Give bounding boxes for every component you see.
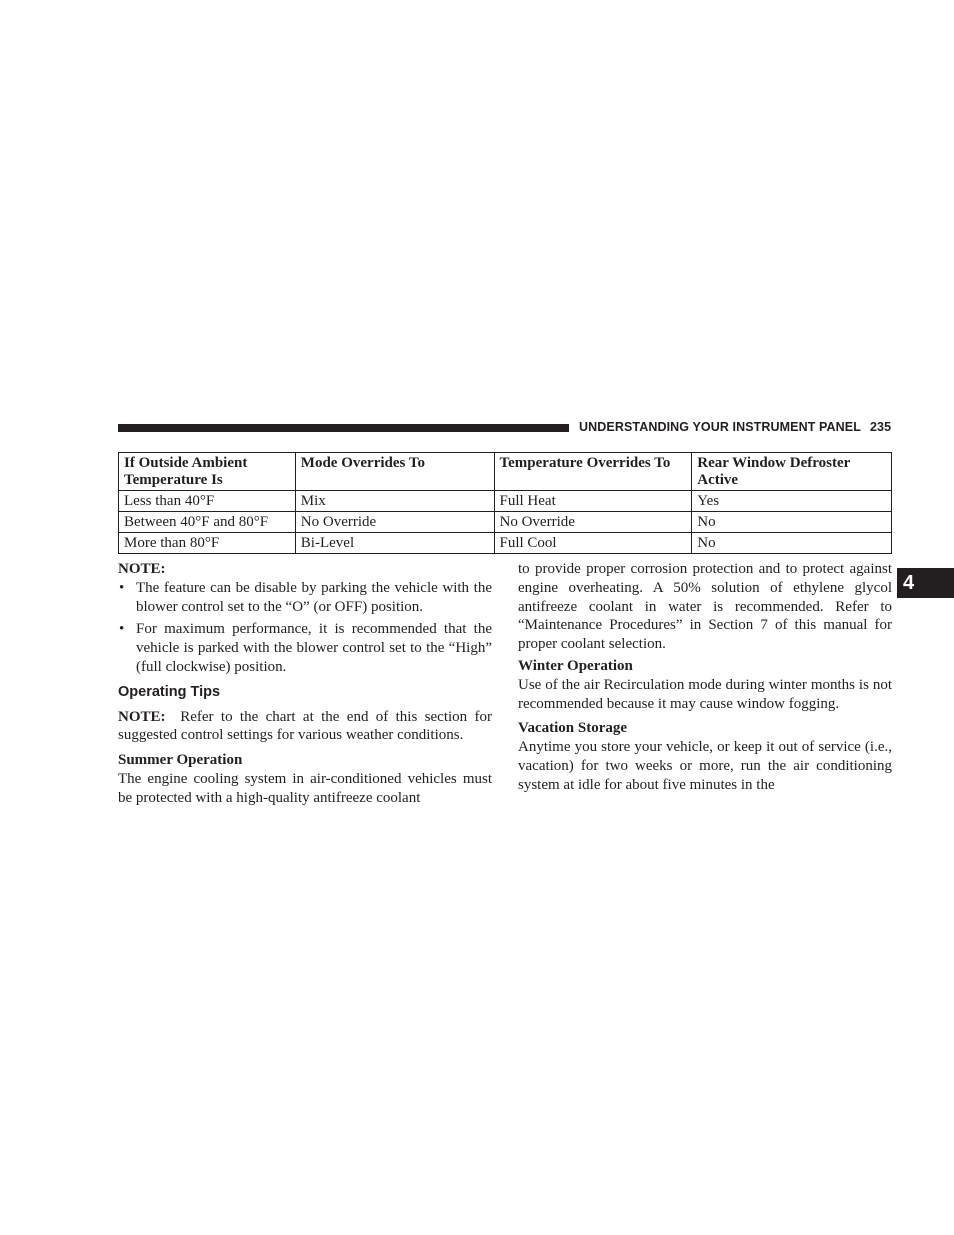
note-bullet-list bbox=[118, 579, 492, 677]
list-item bbox=[118, 620, 492, 676]
bullet-text: For maximum performance, it is recommended that the vehicle is parked with the blower control set to the “High” (full clockwise) position. bbox=[136, 621, 492, 675]
table-cell: No Override bbox=[494, 512, 692, 533]
note-label: NOTE: bbox=[118, 561, 166, 577]
right-column bbox=[518, 560, 892, 795]
list-item bbox=[118, 579, 492, 617]
bullet-icon: • bbox=[119, 579, 125, 596]
summer-operation-heading: Summer Operation bbox=[118, 752, 243, 769]
column-header: Mode Overrides To bbox=[295, 453, 494, 491]
winter-operation-text: Use of the air Recirculation mode during winter months is not recommended because it may cause window fogging. bbox=[518, 676, 892, 712]
column-header: Rear Window Defroster Active bbox=[692, 453, 892, 491]
summer-operation-continued: to provide proper corrosion protection and to protect against engine overheating. A 50% solution of ethylene glycol antifreeze coolant in water is recommended. Refer to “Maintenance Procedures” in Section 7 of this manual for proper coolant selection. bbox=[518, 561, 892, 653]
running-header bbox=[579, 420, 891, 434]
page-number: 235 bbox=[869, 420, 892, 434]
table-row bbox=[119, 533, 892, 554]
chapter-tab: 4 bbox=[897, 568, 954, 598]
table-cell: Mix bbox=[295, 491, 494, 512]
bullet-icon: • bbox=[119, 621, 125, 638]
bullet-text: The feature can be disable by parking the vehicle with the blower control set to the “O” (or OFF) position. bbox=[136, 579, 492, 615]
table-cell: No bbox=[692, 512, 892, 533]
column-header: If Outside Ambient Temperature Is bbox=[119, 453, 296, 491]
table-header-row bbox=[119, 453, 892, 491]
vacation-storage-text: Anytime you store your vehicle, or keep it out of service (i.e., vacation) for two weeks or more, run the air conditioning system at idle for about five minutes in the bbox=[518, 739, 892, 793]
summer-operation-text: The engine cooling system in air-conditioned vehicles must be protected with a high-quality antifreeze coolant bbox=[118, 770, 492, 806]
table-row bbox=[119, 491, 892, 512]
section-title: UNDERSTANDING YOUR INSTRUMENT PANEL bbox=[579, 420, 861, 434]
note-label: NOTE: bbox=[118, 708, 166, 725]
table-cell: Between 40°F and 80°F bbox=[119, 512, 296, 533]
table-cell: Bi-Level bbox=[295, 533, 494, 554]
operating-tips-heading: Operating Tips bbox=[118, 683, 221, 700]
table-cell: More than 80°F bbox=[119, 533, 296, 554]
operating-tips-text: Refer to the chart at the end of this section for suggested control settings for various weather conditions. bbox=[118, 708, 492, 744]
vacation-storage-heading: Vacation Storage bbox=[518, 720, 628, 737]
winter-operation-heading: Winter Operation bbox=[518, 657, 633, 674]
left-column bbox=[118, 560, 492, 808]
header-rule bbox=[118, 424, 569, 432]
table-cell: No Override bbox=[295, 512, 494, 533]
operating-tips-note bbox=[118, 708, 492, 746]
override-table bbox=[118, 452, 892, 554]
table-cell: Yes bbox=[692, 491, 892, 512]
table-cell: Full Cool bbox=[494, 533, 692, 554]
table-cell: No bbox=[692, 533, 892, 554]
table-row bbox=[119, 512, 892, 533]
column-header: Temperature Overrides To bbox=[494, 453, 692, 491]
table-cell: Less than 40°F bbox=[119, 491, 296, 512]
table-cell: Full Heat bbox=[494, 491, 692, 512]
